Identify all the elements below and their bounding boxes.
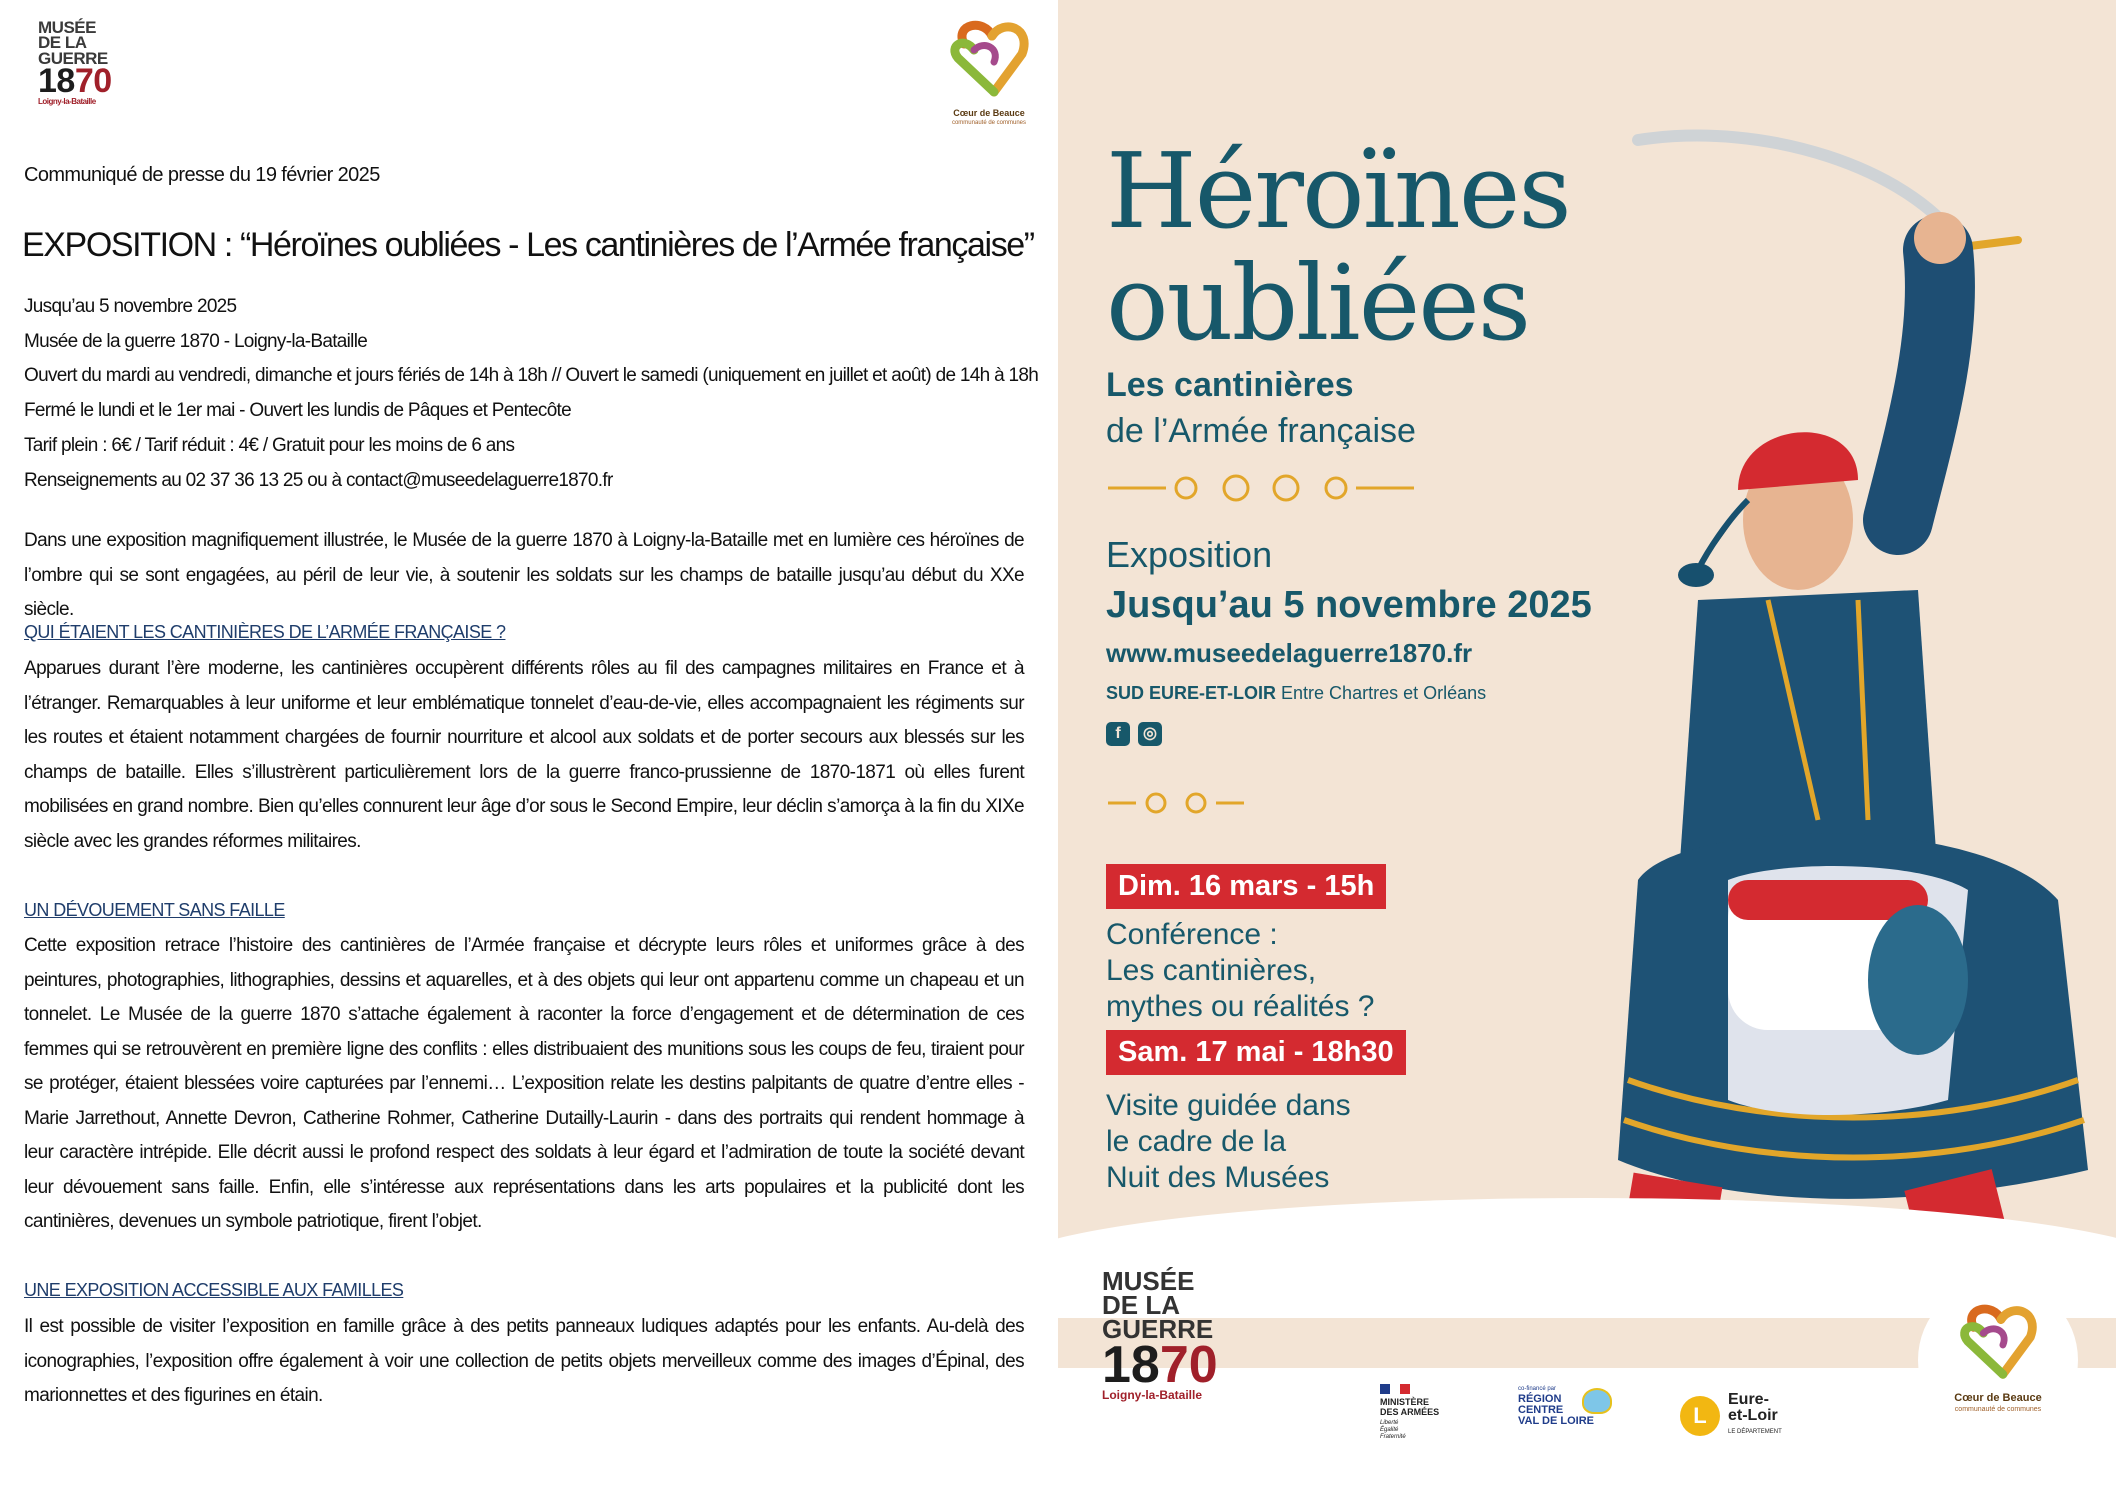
event1-description: Conférence : Les cantinières, mythes ou réalités ? — [1106, 918, 1375, 1023]
instagram-icon[interactable]: ◎ — [1138, 722, 1162, 746]
info-line: Renseignements au 02 37 36 13 25 ou à contact@museedelaguerre1870.fr — [24, 469, 613, 491]
event2-date-badge: Sam. 17 mai - 18h30 — [1106, 1030, 1406, 1075]
facebook-icon[interactable]: f — [1106, 722, 1130, 746]
poster-title-line1: Héroïnes — [1106, 130, 1570, 252]
region-centre-logo: co-financé par RÉGION CENTRE VAL DE LOIRE — [1518, 1384, 1628, 1427]
coeur-heart-icon — [1953, 1298, 2043, 1388]
event1-date-badge: Dim. 16 mars - 15h — [1106, 864, 1386, 909]
press-date: Communiqué de presse du 19 février 2025 — [24, 164, 380, 186]
section-heading: QUI ÉTAIENT LES CANTINIÈRES DE L’ARMÉE FRANÇAISE ? — [24, 622, 506, 642]
section-body: Apparues durant l’ère moderne, les cantinières occupèrent différents rôles au fil des campagnes militaires en France et à l’étranger. Remarquables à leur uniforme et leur emblématique tonnelet d’eau-de-vie, elles accompagnaient les régiments sur les routes et étaient notamment chargées de fournir nourriture et alcool aux soldats et de porter secours aux blessés sur les champs de bataille. Elles s’illustrèrent particulièrement lors de la guerre franco-prussienne de 1870-1871 où elles furent mobilisées en grand nombre. Bien qu’elles connurent leur âge d’or sous le Second Empire, leur déclin s’amorça à la fin du XIXe siècle avec les grandes réformes militaires. — [24, 658, 1024, 852]
ministere-armees-logo: MINISTÈRE DES ARMÉES Liberté Égalité Fraternité — [1380, 1384, 1480, 1441]
press-title: EXPOSITION : “Héroïnes oubliées - Les cantinières de l’Armée française” — [22, 226, 1034, 264]
section-body: Cette exposition retrace l’histoire des cantinières de l’Armée française et décrypte leurs rôles et uniformes grâce à des peintures, photographies, lithographies, dessins et aquarelles, et à des objets qui leur ont appartenu comme un chapeau et un tonnelet. Le Musée de la guerre 1870 s’attache également à raconter la force d’engagement et de détermination de ces femmes qui se retrouvèrent en première ligne des conflits : elles distribuaient des munitions sous les coups de feu, tiraient pour se protéger, étaient blessées voire capturées par l’ennemi… L’exposition relate les destins palpitants de quatre d’entre elles - Marie Jarrethout, Annette Devron, Catherine Rohmer, Catherine Dutailly-Laurin - dans des portraits qui rendent hommage à leur caractère intrépide. Elle décrit aussi le profond respect des soldats à leur égard et l’admiration de toute la société devant leur dévouement sans faille. Enfin, elle s’intéresse aux représentations dans les arts populaires et la publicité dont les cantinières, devenues un symbole patriotique, firent l’objet. — [24, 935, 1024, 1232]
coeur-de-beauce-logo: Cœur de Beauce communauté de communes — [944, 14, 1034, 132]
poster-subtitle-bold: Les cantinières — [1106, 366, 1354, 404]
info-line: Fermé le lundi et le 1er mai - Ouvert les lundis de Pâques et Pentecôte — [24, 400, 572, 422]
poster-date: Jusqu’au 5 novembre 2025 — [1106, 584, 1592, 626]
info-line: Tarif plein : 6€ / Tarif réduit : 4€ / Gratuit pour les moins de 6 ans — [24, 434, 515, 456]
info-line: Ouvert du mardi au vendredi, dimanche et jours fériés de 14h à 18h // Ouvert le samedi (uniquement en juillet et août) de 14h à 18h — [24, 365, 1039, 387]
ornament-small — [1106, 790, 1246, 816]
info-line: Jusqu’au 5 novembre 2025 — [24, 296, 237, 317]
practical-info — [24, 290, 1039, 498]
poster-subtitle: de l’Armée française — [1106, 412, 1416, 450]
ornament-divider — [1106, 470, 1416, 506]
cantiniere-illustration — [1618, 120, 2116, 1300]
exhibition-poster: Héroïnes oubliées Les cantinières de l’Armée française Exposition Jusqu’au 5 novembre 2025 www.museedelaguerre1870.fr SUD EURE-ET-LOIR Entre Chartres et Orléans f ◎ Dim. 16 mars - 15h Conférence : Les cantinières, mythes ou réalités ? Sam. 17 mai - 18h30 Visite guidée dans le cadre de la Nuit des Musées MUSÉE DE LA GUERRE 1870 Loigny-la-Bataille MINISTÈRE DES ARMÉES Liberté Égalité Fraternité co-financé par RÉGION CENTRE VAL DE LOIRE L Eure- et-Loir LE DÉPARTEMENT Cœur de Beauce communauté de communes — [1058, 0, 2116, 1497]
info-line: Musée de la guerre 1870 - Loigny-la-Bataille — [24, 330, 368, 352]
event2-description: Visite guidée dans le cadre de la Nuit des Musées — [1106, 1089, 1351, 1194]
intro-paragraph: Dans une exposition magnifiquement illustrée, le Musée de la guerre 1870 à Loigny-la-Bataille met en lumière ces héroïnes de l’ombre qui se sont engagées, au péril de leur vie, à soutenir les soldats sur les champs de bataille jusqu’au début du XXe siècle. — [24, 530, 1024, 620]
section-body: Il est possible de visiter l’exposition en famille grâce à des petits panneaux ludiques adaptés pour les enfants. Au-delà des iconographies, l’exposition offre également à voir une collection de petits objets merveilleux comme des images d’Épinal, des marionnettes et des figurines en étain. — [24, 1316, 1024, 1406]
eure-et-loir-icon: L — [1680, 1396, 1720, 1436]
footer-coeur-logo: Cœur de Beauce communauté de communes — [1918, 1280, 2078, 1440]
section-heading: UNE EXPOSITION ACCESSIBLE AUX FAMILLES — [24, 1280, 404, 1300]
coeur-heart-icon — [944, 14, 1034, 106]
footer-musee-logo: MUSÉE DE LA GUERRE 1870 Loigny-la-Bataille — [1102, 1266, 1218, 1402]
poster-website[interactable]: www.museedelaguerre1870.fr — [1106, 638, 1473, 668]
poster-region: SUD EURE-ET-LOIR Entre Chartres et Orléans — [1106, 683, 1487, 703]
musee-logo: MUSÉE DE LA GUERRE 1870 Loigny-la-Bataille — [38, 18, 112, 107]
region-heart-icon — [1582, 1388, 1612, 1414]
poster-expo-label: Exposition — [1106, 534, 1273, 575]
section-heading: UN DÉVOUEMENT SANS FAILLE — [24, 900, 285, 920]
poster-title-line2: oubliées — [1106, 242, 1530, 364]
